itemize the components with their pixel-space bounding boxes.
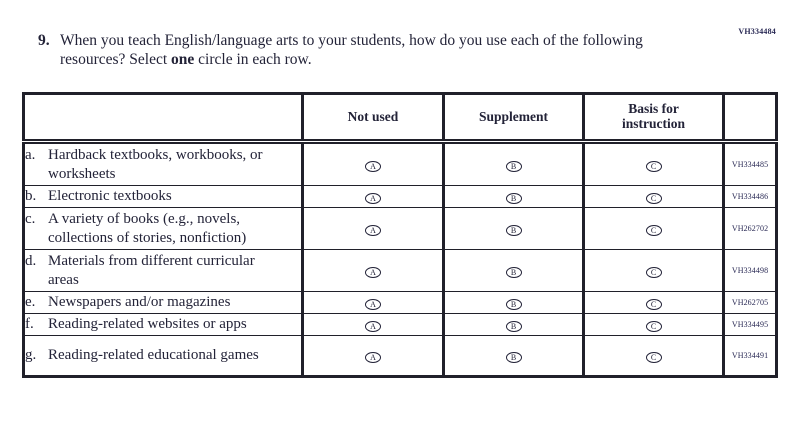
- option-c-letter: C: [650, 267, 657, 277]
- option-b-letter: B: [510, 161, 517, 171]
- table-row-f: [24, 314, 777, 336]
- not-used-cell: [303, 142, 444, 186]
- header-not-used-label: Not used: [347, 108, 399, 124]
- option-a-bubble[interactable]: [365, 267, 381, 278]
- item-code: VH262702: [724, 208, 777, 250]
- option-c-bubble[interactable]: [646, 225, 662, 236]
- table-row-d: [24, 250, 777, 292]
- row-label: Reading-related educational games: [48, 347, 259, 364]
- option-c-letter: C: [650, 193, 657, 203]
- question-text-end: circle in each row.: [194, 50, 312, 68]
- header-code-blank: [724, 94, 777, 142]
- basis-cell: [584, 292, 724, 314]
- row-label: Electronic textbooks: [48, 188, 172, 205]
- option-c-letter: C: [650, 321, 657, 331]
- option-c-bubble[interactable]: [646, 352, 662, 363]
- option-c-bubble[interactable]: [646, 267, 662, 278]
- option-a-letter: A: [370, 352, 376, 362]
- item-code: VH334491: [724, 336, 777, 377]
- basis-cell: [584, 336, 724, 377]
- row-label-cell: [24, 142, 303, 186]
- not-used-cell: [303, 250, 444, 292]
- item-code: VH334495: [724, 314, 777, 336]
- not-used-cell: [303, 314, 444, 336]
- item-code: VH334486: [724, 186, 777, 208]
- table-row-b: [24, 186, 777, 208]
- option-a-letter: A: [370, 321, 376, 331]
- basis-cell: [584, 208, 724, 250]
- row-label: A variety of books (e.g., novels, collections of stories, nonfiction): [48, 210, 247, 246]
- row-label: Hardback textbooks, workbooks, or worksheets: [48, 146, 263, 182]
- option-c-bubble[interactable]: [646, 299, 662, 310]
- option-b-letter: B: [510, 267, 517, 277]
- option-b-letter: B: [510, 321, 517, 331]
- option-c-letter: C: [650, 225, 657, 235]
- row-label-cell: [24, 186, 303, 208]
- row-label: Reading-related websites or apps: [48, 316, 247, 333]
- row-letter: c.: [25, 210, 36, 227]
- form-code: VH334484: [738, 27, 776, 36]
- row-letter: a.: [25, 146, 36, 163]
- option-b-bubble[interactable]: [506, 299, 522, 310]
- basis-cell: [584, 250, 724, 292]
- option-b-bubble[interactable]: [506, 225, 522, 236]
- header-blank: [24, 94, 303, 142]
- supplement-cell: [444, 314, 584, 336]
- option-c-letter: C: [650, 352, 657, 362]
- row-label-cell: [24, 250, 303, 292]
- basis-cell: [584, 142, 724, 186]
- option-a-bubble[interactable]: [365, 225, 381, 236]
- option-b-letter: B: [510, 193, 517, 203]
- resources-table: [22, 92, 778, 378]
- supplement-cell: [444, 250, 584, 292]
- option-b-bubble[interactable]: [506, 267, 522, 278]
- option-a-bubble[interactable]: [365, 161, 381, 172]
- item-code: VH262705: [724, 292, 777, 314]
- row-label-cell: [24, 208, 303, 250]
- row-letter: d.: [25, 252, 37, 269]
- basis-cell: [584, 314, 724, 336]
- row-label-cell: [24, 314, 303, 336]
- not-used-cell: [303, 292, 444, 314]
- option-b-bubble[interactable]: [506, 352, 522, 363]
- header-row: [24, 94, 777, 142]
- header-basis-label: Basis for instruction: [621, 101, 685, 131]
- header-basis-for-instruction: [584, 94, 724, 142]
- option-a-bubble[interactable]: [365, 193, 381, 204]
- not-used-cell: [303, 208, 444, 250]
- option-c-bubble[interactable]: [646, 193, 662, 204]
- option-b-bubble[interactable]: [506, 193, 522, 204]
- option-a-bubble[interactable]: [365, 352, 381, 363]
- question-text-start: When you teach English/language arts to your students, how do you use each of the following resources? Select: [60, 32, 643, 68]
- option-b-letter: B: [510, 352, 517, 362]
- supplement-cell: [444, 186, 584, 208]
- header-supplement-label: Supplement: [478, 108, 549, 124]
- row-letter: f.: [25, 316, 34, 333]
- row-letter: g.: [25, 347, 37, 364]
- option-a-letter: A: [370, 267, 376, 277]
- option-a-letter: A: [370, 225, 376, 235]
- option-c-bubble[interactable]: [646, 161, 662, 172]
- question-number: 9.: [38, 32, 50, 49]
- supplement-cell: [444, 208, 584, 250]
- table-row-c: [24, 208, 777, 250]
- question-text: [60, 32, 675, 70]
- question-text-bold: one: [171, 50, 195, 68]
- option-c-bubble[interactable]: [646, 321, 662, 332]
- option-b-letter: B: [510, 299, 517, 309]
- row-label: Materials from different curricular areas: [48, 252, 255, 288]
- row-label-cell: [24, 292, 303, 314]
- header-supplement: [444, 94, 584, 142]
- option-c-letter: C: [650, 161, 657, 171]
- table-row-e: [24, 292, 777, 314]
- table-row-g: [24, 336, 777, 377]
- option-c-letter: C: [650, 299, 657, 309]
- supplement-cell: [444, 142, 584, 186]
- option-a-letter: A: [370, 161, 376, 171]
- option-a-letter: A: [370, 299, 376, 309]
- option-a-letter: A: [370, 193, 376, 203]
- option-a-bubble[interactable]: [365, 299, 381, 310]
- supplement-cell: [444, 336, 584, 377]
- option-b-letter: B: [510, 225, 517, 235]
- option-b-bubble[interactable]: [506, 161, 522, 172]
- item-code: VH334485: [724, 142, 777, 186]
- not-used-cell: [303, 186, 444, 208]
- supplement-cell: [444, 292, 584, 314]
- row-letter: b.: [25, 188, 37, 205]
- header-not-used: [303, 94, 444, 142]
- basis-cell: [584, 186, 724, 208]
- row-label-cell: [24, 336, 303, 377]
- not-used-cell: [303, 336, 444, 377]
- table-row-a: [24, 142, 777, 186]
- item-code: VH334498: [724, 250, 777, 292]
- row-label: Newspapers and/or magazines: [48, 294, 231, 311]
- row-letter: e.: [25, 294, 36, 311]
- option-b-bubble[interactable]: [506, 321, 522, 332]
- option-a-bubble[interactable]: [365, 321, 381, 332]
- question-block: [38, 32, 675, 70]
